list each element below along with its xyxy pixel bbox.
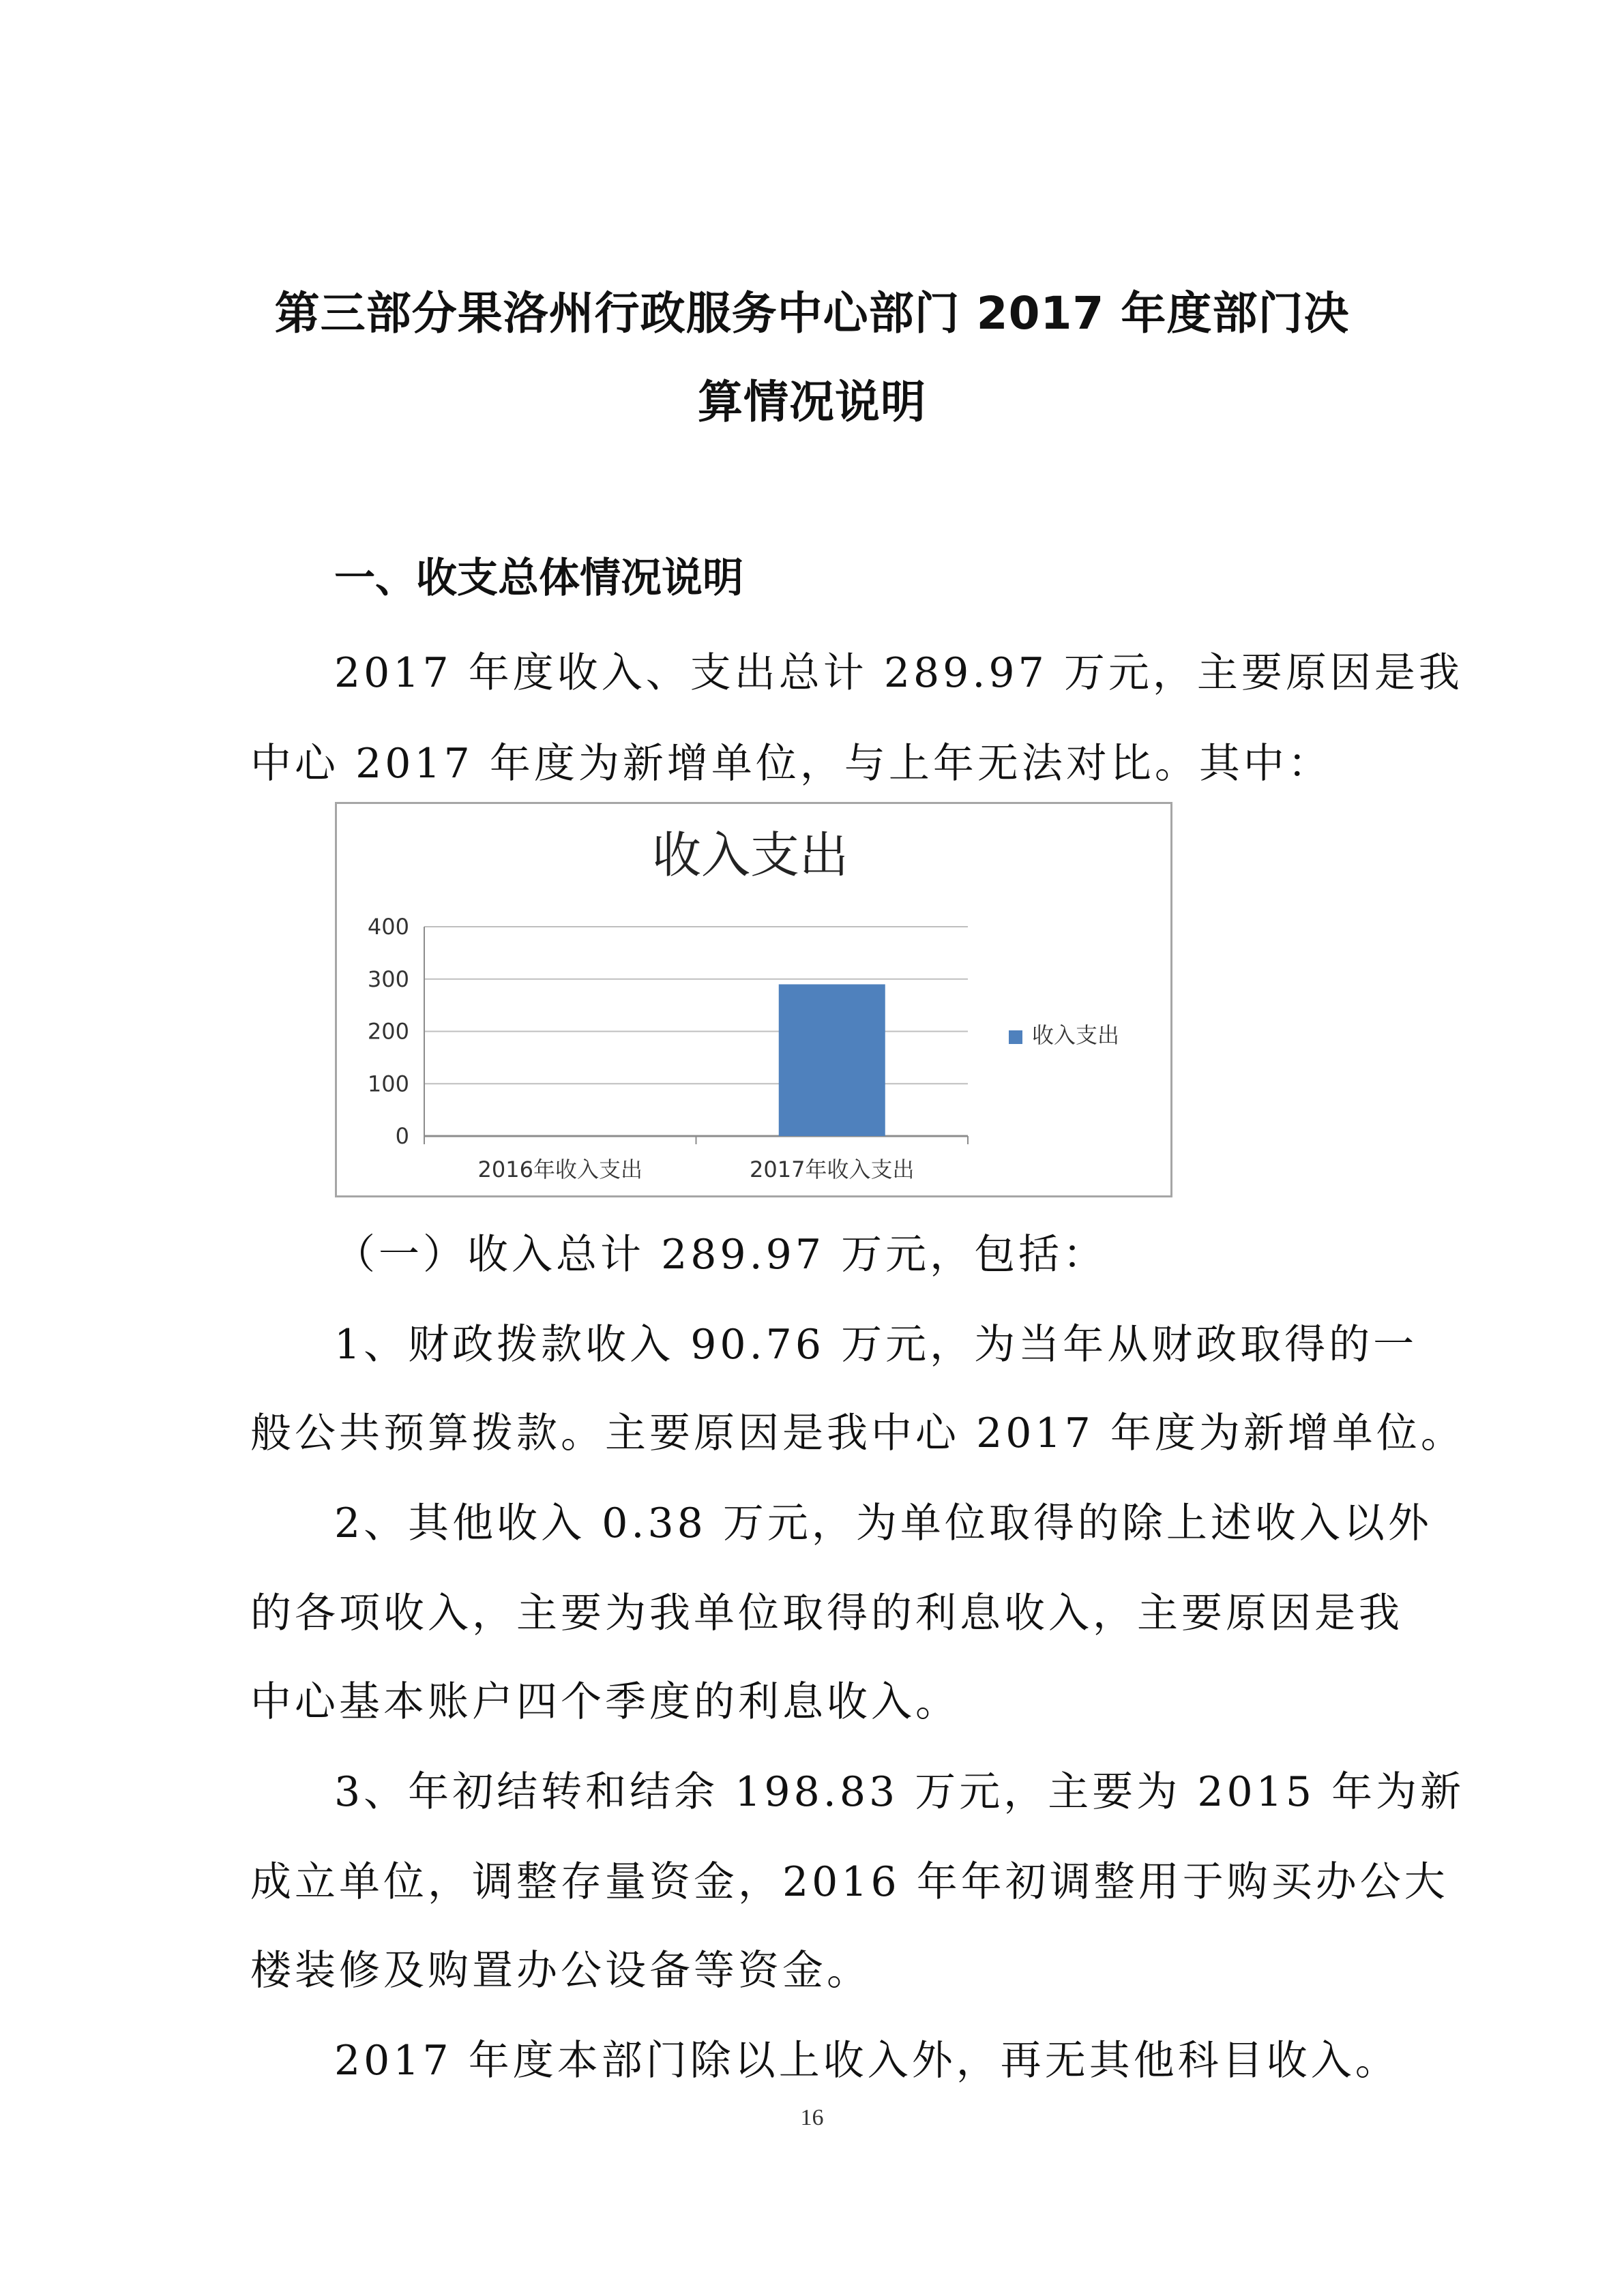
item-3-line-3: 楼装修及购置办公设备等资金。 [250, 1947, 871, 1995]
x-category-label: 2017年收入支出 [750, 1157, 915, 1182]
chart-plot-area [368, 914, 1119, 1182]
y-tick-label: 400 [367, 914, 409, 940]
legend-label: 收入支出 [1032, 1022, 1120, 1048]
item-1-line-2: 般公共预算拨款。主要原因是我中心 2017 年度为新增单位。 [250, 1410, 1465, 1457]
page-number: 16 [800, 2105, 824, 2130]
y-tick-label: 0 [395, 1123, 409, 1149]
paragraph-summary-line-2: 中心 2017 年度为新增单位，与上年无法对比。其中： [250, 740, 1332, 788]
chart-title: 收入支出 [651, 826, 849, 884]
paragraph-summary-line-1: 2017 年度收入、支出总计 289.97 万元，主要原因是我 [334, 649, 1463, 697]
item-1-line-1: 1、财政拨款收入 90.76 万元，为当年从财政取得的一 [334, 1321, 1418, 1369]
y-tick-label: 300 [367, 966, 409, 992]
income-expense-chart [335, 802, 1172, 1197]
section-heading: 一、收支总体情况说明 [334, 554, 743, 602]
item-2-line-2: 的各项收入，主要为我单位取得的利息收入，主要原因是我 [250, 1590, 1403, 1637]
page-title-line-2: 算情况说明 [698, 376, 926, 428]
y-tick-label: 200 [367, 1018, 409, 1045]
paragraph-closing: 2017 年度本部门除以上收入外，再无其他科目收入。 [334, 2037, 1400, 2085]
y-tick-label: 100 [367, 1071, 409, 1097]
page-title-line-1: 第三部分果洛州行政服务中心部门 2017 年度部门决 [274, 287, 1350, 340]
item-3-line-1: 3、年初结转和结余 198.83 万元，主要为 2015 年为新 [334, 1768, 1465, 1816]
x-category-label: 2016年收入支出 [477, 1157, 643, 1182]
legend-swatch [1009, 1030, 1022, 1044]
chart-svg [337, 804, 1170, 1195]
item-2-line-3: 中心基本账户四个季度的利息收入。 [250, 1678, 960, 1726]
item-2-line-1: 2、其他收入 0.38 万元，为单位取得的除上述收入以外 [334, 1500, 1432, 1547]
bar [779, 984, 885, 1136]
paragraph-income-total: （一）收入总计 289.97 万元，包括： [334, 1231, 1108, 1279]
item-3-line-2: 成立单位，调整存量资金，2016 年年初调整用于购买办公大 [250, 1858, 1449, 1906]
